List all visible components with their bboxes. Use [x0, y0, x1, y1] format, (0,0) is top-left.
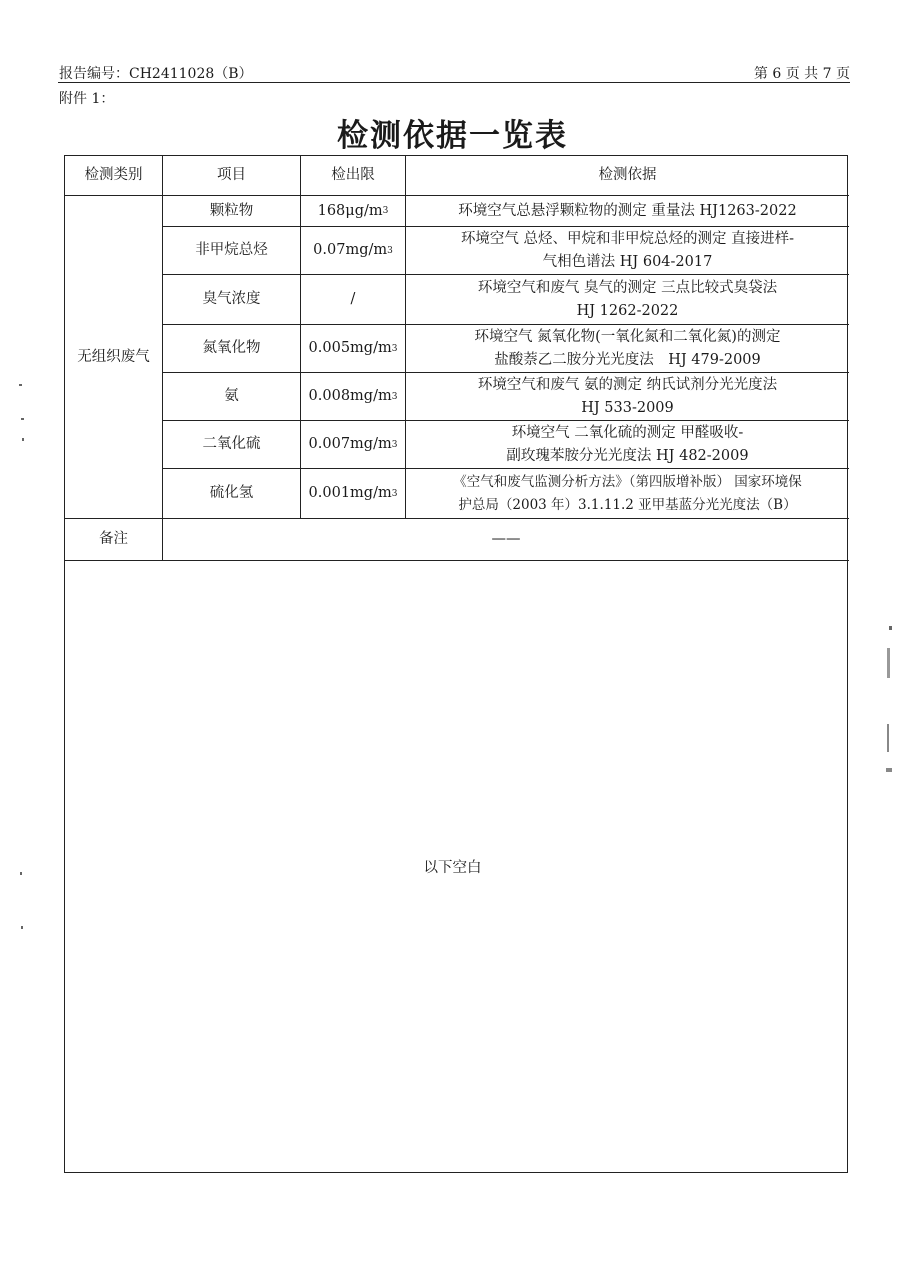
item-cell: 氮氧化物	[202, 340, 261, 356]
blank-note: 以下空白	[423, 860, 482, 876]
scan-mark	[21, 418, 24, 420]
scan-mark	[19, 384, 22, 386]
basis-cell: 环境空气 二氧化硫的测定 甲醛吸收- 副玫瑰苯胺分光光度法 HJ 482-2009	[506, 424, 749, 464]
row-divider	[65, 560, 849, 561]
header-divider	[58, 82, 850, 83]
basis-cell: 环境空气和废气 氨的测定 纳氏试剂分光光度法 HJ 533-2009	[477, 376, 778, 416]
limit-cell: 0.001mg/m 3	[308, 485, 398, 501]
column-header: 检测依据	[598, 167, 657, 183]
item-cell: 二氧化硫	[202, 436, 261, 452]
basis-cell: 《空气和废气监测分析方法》（第四版增补版） 国家环境保 护总局（2003 年）3.1.11.2 亚甲基蓝分光光度法（B）	[453, 473, 802, 513]
scan-mark	[887, 724, 889, 752]
basis-cell: 环境空气 总烃、甲烷和非甲烷总烃的测定 直接进样- 气相色谱法 HJ 604-2017	[460, 230, 795, 270]
item-cell: 颗粒物	[209, 202, 254, 219]
limit-cell: /	[350, 291, 356, 307]
item-cell: 臭气浓度	[202, 291, 261, 307]
remark-value: ——	[491, 531, 521, 547]
remark-label: 备注	[99, 531, 128, 547]
limit-cell: 0.008mg/m 3	[308, 388, 398, 404]
item-cell: 硫化氢	[209, 485, 254, 501]
table-frame	[64, 155, 848, 1173]
scan-mark	[20, 872, 22, 875]
item-cell: 非甲烷总烃	[195, 242, 268, 258]
category-cell: 无组织废气	[77, 348, 150, 365]
column-header: 检测类别	[84, 167, 143, 183]
scan-mark	[22, 438, 24, 441]
column-header: 项目	[217, 167, 246, 183]
report-number: 报告编号：CH2411028（B）	[59, 66, 253, 82]
limit-cell: 0.005mg/m 3	[308, 340, 398, 356]
limit-cell: 0.07mg/m 3	[313, 242, 393, 258]
page-number: 第 6 页 共 7 页	[753, 66, 850, 82]
scan-mark	[887, 648, 890, 678]
scan-mark	[21, 926, 23, 929]
scan-mark	[889, 626, 892, 630]
basis-cell: 环境空气 氮氧化物(一氧化氮和二氧化氮)的测定 盐酸萘乙二胺分光光度法 HJ 479-2009	[474, 328, 781, 368]
limit-cell: 0.007mg/m 3	[308, 436, 398, 452]
limit-cell: 168μg/m 3	[317, 202, 389, 219]
basis-cell: 环境空气总悬浮颗粒物的测定 重量法 HJ1263-2022	[458, 202, 797, 219]
attachment-label: 附件 1：	[59, 91, 115, 107]
basis-cell: 环境空气和废气 臭气的测定 三点比较式臭袋法 HJ 1262-2022	[477, 279, 778, 319]
column-header: 检出限	[331, 167, 375, 183]
scan-mark	[886, 768, 892, 772]
page-title: 检测依据一览表	[337, 118, 568, 154]
item-cell: 氨	[224, 388, 239, 404]
